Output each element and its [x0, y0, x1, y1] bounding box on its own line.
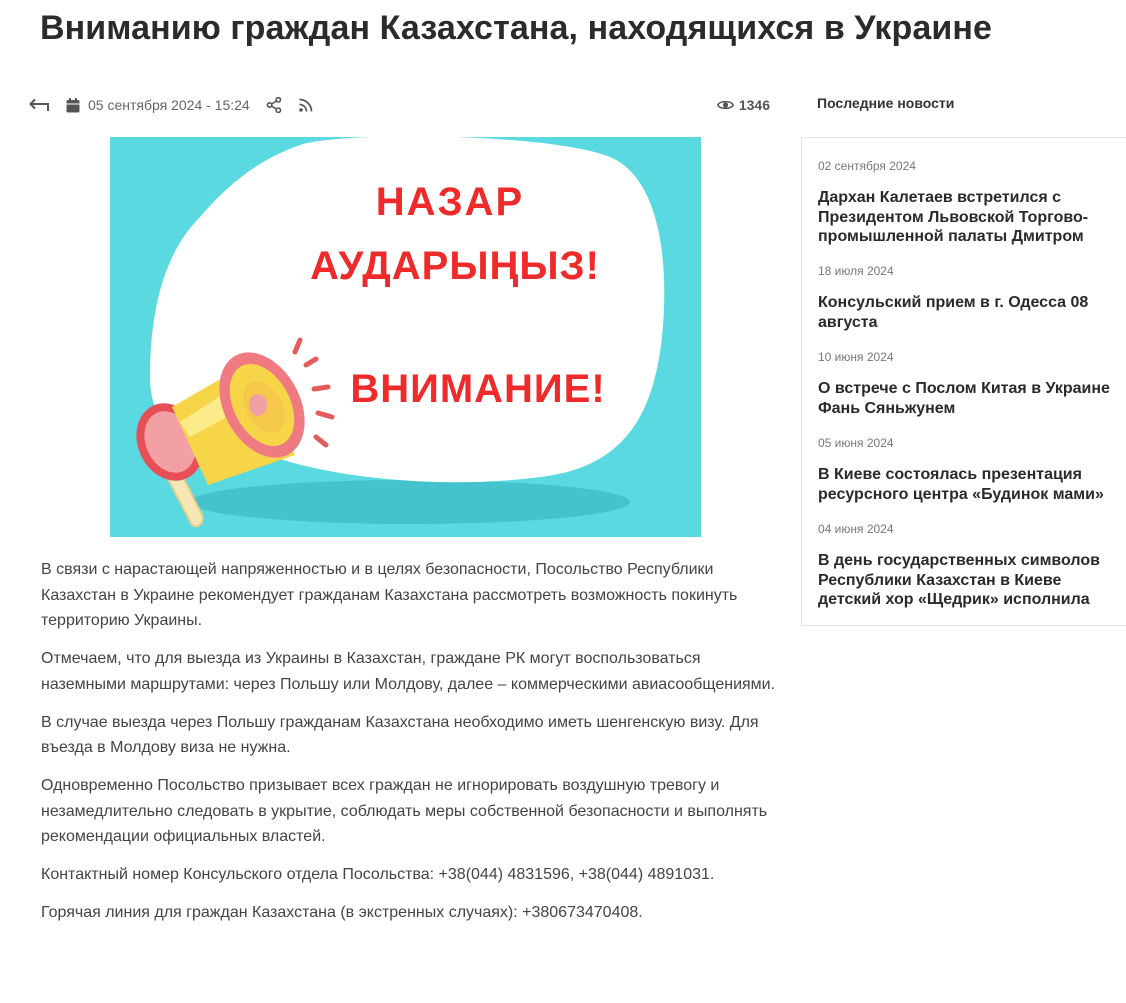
news-title-link[interactable]: Консульский прием в г. Одесса 08 августа [818, 294, 1089, 331]
article-paragraph: Контактный номер Консульского отдела Посольства: +38(044) 4831596, +38(044) 4891031. [41, 866, 715, 883]
calendar-icon [66, 97, 80, 113]
news-date: 04 июня 2024 [818, 522, 894, 536]
views-counter [717, 97, 770, 113]
image-text-line2: АУДАРЫҢЫЗ! [310, 244, 600, 288]
news-title-link[interactable]: Дархан Калетаев встретился с Президентом Львовской Торгово-промышленной палаты Дмитром [818, 189, 1089, 245]
article-date: 05 сентября 2024 - 15:24 [88, 97, 250, 113]
news-title-link[interactable]: В Киеве состоялась презентация ресурсного центра «Будинок мами» [818, 466, 1104, 503]
share-icon[interactable] [266, 97, 282, 113]
news-title-link[interactable]: О встрече с Послом Китая в Украине Фань Сяньжунем [818, 380, 1110, 417]
news-item[interactable] [818, 158, 1123, 247]
news-date: 02 сентября 2024 [818, 159, 916, 173]
article-body [41, 557, 776, 938]
news-item[interactable] [818, 435, 1123, 504]
image-text-line3: ВНИМАНИЕ! [350, 367, 606, 411]
image-text-line1: НАЗАР [375, 180, 525, 224]
news-title-link[interactable]: В день государственных символов Республики Казахстан в Киеве детский хор «Щедрик» исполнила [818, 552, 1100, 608]
news-item[interactable] [818, 263, 1123, 332]
article-paragraph: В связи с нарастающей напряженностью и в целях безопасности, Посольство Республики Казахстан в Украине рекомендует гражданам Казахстана рассмотреть возможность покинуть территорию Украины. [41, 561, 738, 629]
article-meta-bar [28, 94, 773, 116]
views-count: 1346 [738, 97, 770, 113]
news-item[interactable] [818, 521, 1123, 610]
article-paragraph: Одновременно Посольство призывает всех граждан не игнорировать воздушную тревогу и незамедлительно следовать в укрытие, соблюдать меры собственной безопасности и выполнять рекомендации официальных властей. [41, 777, 768, 845]
article-paragraph: В случае выезда через Польшу гражданам Казахстана необходимо иметь шенгенскую визу. Для въезда в Молдову виза не нужна. [41, 713, 759, 756]
eye-icon [717, 99, 734, 111]
page-title: Вниманию граждан Казахстана, находящихся в Украине [40, 9, 993, 47]
latest-news-list [801, 137, 1126, 626]
news-date: 05 июня 2024 [818, 436, 894, 450]
rss-icon[interactable] [298, 97, 314, 113]
news-item[interactable] [818, 349, 1123, 418]
news-date: 10 июня 2024 [818, 350, 894, 364]
news-date: 18 июля 2024 [818, 264, 894, 278]
article-paragraph: Горячая линия для граждан Казахстана (в экстренных случаях): +380673470408. [41, 904, 643, 921]
sidebar-heading: Последние новости [817, 95, 955, 111]
article-image [110, 137, 701, 537]
back-arrow-icon[interactable] [28, 96, 50, 114]
article-paragraph: Отмечаем, что для выезда из Украины в Казахстан, граждане РК могут воспользоваться наземными маршрутами: через Польшу или Молдову, далее – коммерческими авиасообщениями. [41, 650, 776, 693]
